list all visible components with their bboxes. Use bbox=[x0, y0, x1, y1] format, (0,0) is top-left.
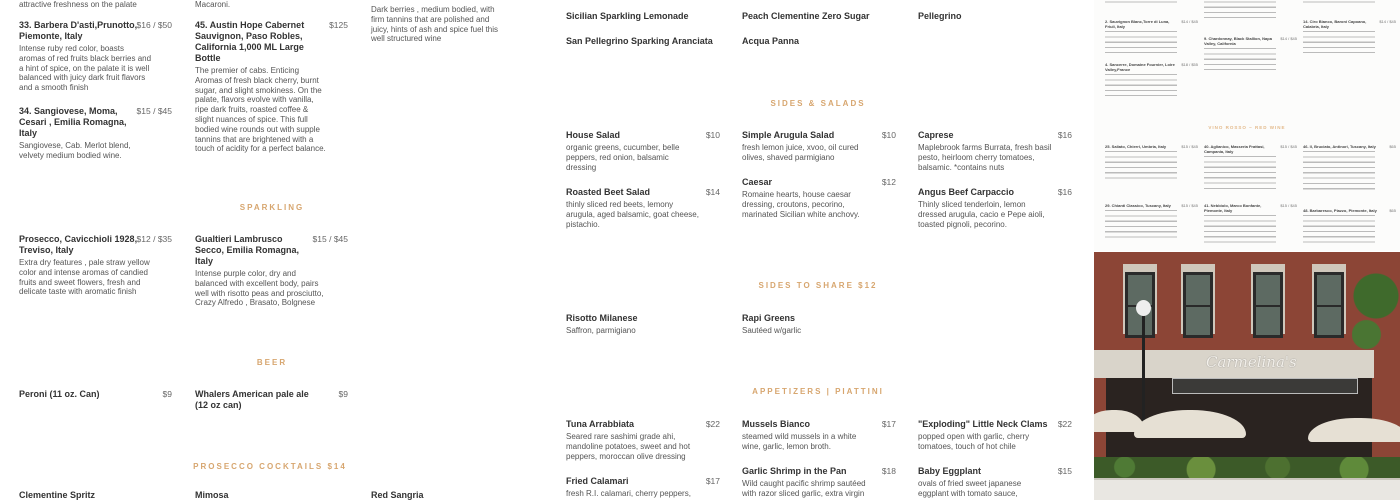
item-title: 34. Sangiovese, Moma, Cesari , Emilia Romagna, Italy bbox=[19, 106, 127, 138]
item-description: Intense ruby red color, boasts aromas of red fruits black berries and a hint of spice, on the palate it is well balanced with juicy dark fruit flavors and a smooth finish bbox=[19, 44, 152, 93]
scan-item: 29. Chianti Classico, Tuscany, Italy $15 / $45 bbox=[1105, 203, 1180, 242]
restaurant-sign: Carmelina's bbox=[1206, 353, 1297, 371]
item-title: Tuna Arrabbiata bbox=[566, 419, 635, 429]
item-description: Sangiovese, Cab. Merlot blend, velvety medium bodied wine. bbox=[19, 141, 131, 160]
scan-item: 2. Sauvignon Blanc,Torre di Luna, Friuli, Italy $14 / $45 bbox=[1105, 19, 1180, 53]
menu-item bbox=[195, 20, 348, 154]
item-price: $15 / $45 bbox=[312, 234, 348, 244]
item-description: organic greens, cucumber, belle peppers, red onion, balsamic dressing bbox=[566, 143, 680, 172]
storefront-glass bbox=[1172, 378, 1358, 394]
item-description: Sautéed w/garlic bbox=[742, 326, 802, 335]
item-description: Saffron, parmigiano bbox=[566, 326, 636, 335]
menu-item bbox=[19, 106, 172, 161]
item-title: House Salad bbox=[566, 130, 621, 140]
item-title: Prosecco, Cavicchioli 1928, Treviso, Italy bbox=[19, 234, 138, 255]
item-description: popped open with garlic, cherry tomatoes, touch of hot chile bbox=[918, 432, 1030, 451]
item-title: Peroni (11 oz. Can) bbox=[19, 389, 100, 399]
item-price: $16 bbox=[1057, 130, 1072, 140]
item-title: Clementine Spritz bbox=[19, 490, 96, 500]
item-title: Mimosa bbox=[195, 490, 229, 500]
item-title: San Pellegrino Sparking Aranciata bbox=[566, 36, 713, 46]
item-price: $22 bbox=[1057, 419, 1072, 429]
item-title: Angus Beef Carpaccio bbox=[918, 187, 1015, 197]
scan-item: 4. Sancerre, Domaine Fournier, Loire Valley,France $18 / $55 bbox=[1105, 62, 1180, 96]
item-price: $15 bbox=[1057, 466, 1072, 476]
menu-item bbox=[918, 419, 1072, 452]
menu-item bbox=[566, 130, 720, 172]
scan-text-block bbox=[1105, 0, 1180, 6]
menu-item bbox=[742, 313, 896, 336]
item-price: $12 / $35 bbox=[136, 234, 172, 244]
item-price: $18 bbox=[881, 466, 896, 476]
item-price: $9 bbox=[338, 389, 348, 399]
scan-item: 25. Saliato, Chierri, Umbria, Italy $15 / $45 bbox=[1105, 144, 1180, 183]
tree bbox=[1352, 252, 1400, 362]
item-description: Dark berries , medium bodied, with firm tannins that are polished and juicy, hints of ash and spice fuel this well structured wine bbox=[371, 5, 499, 44]
menu-item bbox=[566, 187, 720, 229]
menu-item bbox=[742, 466, 896, 499]
window bbox=[1253, 272, 1283, 338]
item-title: Baby Eggplant bbox=[918, 466, 982, 476]
item-title: Whalers American pale ale (12 oz can) bbox=[195, 389, 309, 410]
section-heading: SPARKLING bbox=[239, 203, 305, 212]
menu-item bbox=[742, 130, 896, 163]
scan-text-block bbox=[1204, 0, 1279, 18]
section-heading: PROSECCO COCKTAILS $14 bbox=[193, 462, 347, 471]
item-price: $10 bbox=[705, 130, 720, 140]
menu-item bbox=[918, 466, 1072, 499]
item-price: $15 / $45 bbox=[136, 106, 172, 116]
item-title: 33. Barbera D'asti,Prunotto, Piemonte, Italy bbox=[19, 20, 138, 41]
item-title: 45. Austin Hope Cabernet Sauvignon, Paso Robles, California 1,000 ML Large Bottle bbox=[195, 20, 305, 63]
item-description: Extra dry features , pale straw yellow color and intense aromas of candied fruits and sweet flowers, fresh and delicate taste with aromatic finish bbox=[19, 258, 150, 297]
scan-item: 48. Barbaresco, Piazzo, Piemonte, Italy $65 bbox=[1303, 208, 1378, 247]
section-heading: SIDES & SALADS bbox=[770, 99, 866, 108]
item-title: Garlic Shrimp in the Pan bbox=[742, 466, 847, 476]
item-price: $17 bbox=[881, 419, 896, 429]
item-title: Roasted Beet Salad bbox=[566, 187, 651, 197]
item-title: Red Sangria bbox=[371, 490, 424, 500]
item-description-tail: Macaroni. bbox=[195, 0, 231, 9]
item-description: Wild caught pacific shrimp sautéed with razor sliced garlic, extra virgin bbox=[742, 479, 866, 498]
menu-item bbox=[742, 419, 896, 452]
window bbox=[1183, 272, 1213, 338]
item-title: Rapi Greens bbox=[742, 313, 796, 323]
item-description: The premier of cabs. Enticing Aromas of fresh black cherry, burnt sugar, and slight smokiness. On the palate, flavors evolve with vanilla, ripe dark fruits, roasted coffee & slight nuances of spice. This full bodied wine rounds out with supple tannins that are brightened with a touch of acidity for a perfect balance. bbox=[195, 66, 326, 154]
scan-item: 9. Chardonnay, Black Stallion, Napa Valley, California $14 / $45 bbox=[1204, 36, 1279, 70]
restaurant-storefront-photo bbox=[1094, 252, 1400, 500]
scan-heading: VINO ROSSO ~ RED WINE bbox=[1208, 125, 1286, 130]
menu-item bbox=[566, 476, 720, 499]
item-title: Risotto Milanese bbox=[566, 313, 638, 323]
scan-item: 46. Il, Bruciato, Antinori, Tuscany, Italy $65 bbox=[1303, 144, 1378, 193]
item-description: Romaine hearts, house caesar dressing, croutons, pecorino, marinated Sicilian white anchovy. bbox=[742, 190, 860, 219]
item-title: Fried Calamari bbox=[566, 476, 629, 486]
item-title: Mussels Bianco bbox=[742, 419, 811, 429]
item-description: Maplebrook farms Burrata, fresh basil pesto, heirloom cherry tomatoes, balsamic. *contains nuts bbox=[918, 143, 1052, 172]
item-title: Sicilian Sparkling Lemonade bbox=[566, 11, 689, 21]
menu-item bbox=[918, 130, 1072, 172]
section-heading: APPETIZERS | PIATTINI bbox=[752, 387, 884, 396]
item-price: $22 bbox=[705, 419, 720, 429]
menu-item bbox=[566, 419, 720, 461]
item-price: $16 / $50 bbox=[136, 20, 172, 30]
menu-item bbox=[19, 389, 172, 400]
item-title: Caesar bbox=[742, 177, 773, 187]
item-description: thinly sliced red beets, lemony arugula, aged balsamic, goat cheese, pistachio. bbox=[566, 200, 699, 229]
item-price: $16 bbox=[1057, 187, 1072, 197]
scan-item: 14. Ciro Bianco, Baroni Capoano, Calabria, Italy $14 / $45 bbox=[1303, 19, 1378, 53]
item-description-tail: attractive freshness on the palate bbox=[19, 0, 137, 9]
menu-item bbox=[19, 234, 172, 297]
item-price: $14 bbox=[705, 187, 720, 197]
item-description: fresh lemon juice, xvoo, oil cured olives, shaved parmigiano bbox=[742, 143, 859, 162]
barrier-wall bbox=[1094, 478, 1400, 500]
menu-item bbox=[742, 177, 896, 219]
item-description: Thinly sliced tenderloin, lemon dressed arugula, cacio e Pepe aioli, toasted pignoli, pecorino. bbox=[918, 200, 1045, 229]
menu-item bbox=[195, 389, 348, 411]
item-price: $125 bbox=[329, 20, 348, 30]
item-description: Seared rare sashimi grade ahi, mandoline potatoes, sweet and hot peppers, moroccan olive dressing bbox=[566, 432, 691, 461]
section-heading: SIDES TO SHARE $12 bbox=[758, 281, 878, 290]
item-title: Pellegrino bbox=[918, 11, 962, 21]
menu-item bbox=[566, 313, 720, 336]
item-description: ovals of fried sweet japanese eggplant with tomato sauce, bbox=[918, 479, 1022, 498]
item-price: $9 bbox=[162, 389, 172, 399]
item-description: fresh R.I. calamari, cherry peppers, bbox=[566, 489, 691, 498]
section-heading: BEER bbox=[256, 358, 288, 367]
menu-item bbox=[195, 234, 348, 308]
item-description: Intense purple color, dry and balanced with excellent body, pairs well with risotto peas and prosciutto, Crazy Alfredo , Brasato, Bolgnese bbox=[195, 269, 324, 308]
menu-scan-image bbox=[1094, 0, 1400, 251]
window bbox=[1314, 272, 1344, 338]
item-title: Gualtieri Lambrusco Secco, Emilia Romagna, Italy bbox=[195, 234, 300, 266]
scan-text-block bbox=[1303, 0, 1378, 6]
item-title: Simple Arugula Salad bbox=[742, 130, 835, 140]
menu-item bbox=[19, 20, 172, 93]
item-title: Caprese bbox=[918, 130, 954, 140]
scan-item: 40. Aglianico, Masseria Frattasi, Campania, Italy $15 / $45 bbox=[1204, 144, 1279, 193]
scan-item: 41. Nebbiolo, Marco Bonfante, Piemonte, Italy $15 / $45 bbox=[1204, 203, 1279, 247]
menu-item bbox=[918, 187, 1072, 229]
item-title: "Exploding" Little Neck Clams bbox=[918, 419, 1048, 429]
item-price: $12 bbox=[881, 177, 896, 187]
item-price: $17 bbox=[705, 476, 720, 486]
item-price: $10 bbox=[881, 130, 896, 140]
item-title: Peach Clementine Zero Sugar bbox=[742, 11, 870, 21]
item-title: Acqua Panna bbox=[742, 36, 800, 46]
item-description: steamed wild mussels in a white wine, garlic, lemon broth. bbox=[742, 432, 857, 451]
street-lamp bbox=[1142, 312, 1145, 432]
